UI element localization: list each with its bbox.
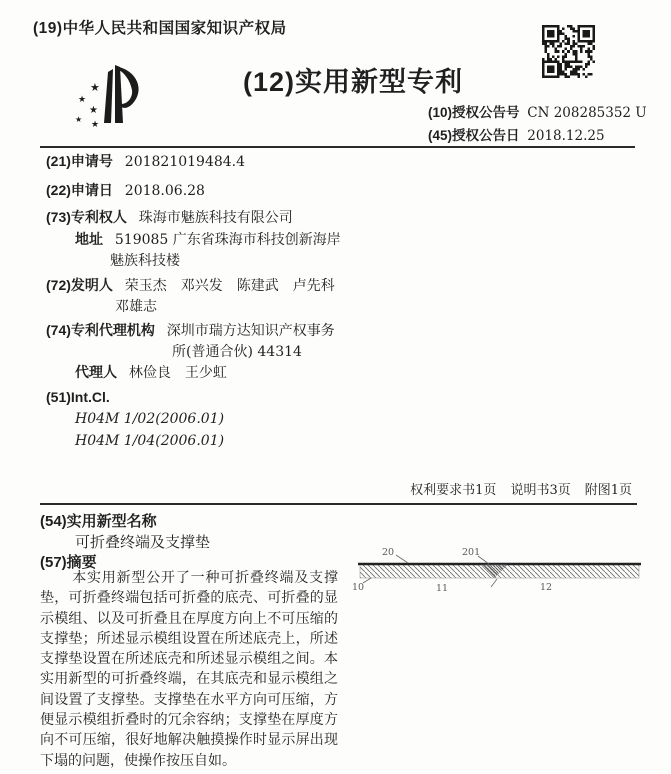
figure-label-201: 201 (462, 547, 481, 558)
address-value-line2: 魅族科技楼 (110, 253, 180, 269)
section-divider (40, 503, 637, 505)
agents-value: 林俭良 王少虹 (128, 365, 227, 381)
invention-title: 可折叠终端及支撑垫 (75, 533, 211, 551)
figure-label-12: 12 (540, 582, 553, 593)
application-number-label: (21)申请号 (46, 153, 113, 169)
application-date-row (46, 180, 205, 200)
application-number-row (46, 151, 245, 171)
claims-pages: 权利要求书1页 (410, 483, 497, 498)
agents-label: 代理人 (75, 364, 117, 380)
application-date-value: 2018.06.28 (124, 183, 205, 199)
pages-info (396, 479, 632, 498)
inventors-row (46, 275, 335, 295)
cnipa-logo-icon (74, 57, 158, 127)
abstract-text: 本实用新型公开了一种可折叠终端及支撑垫，可折叠终端包括可折叠的底壳、可折叠的显示模组、以及可折叠且在厚度方向上不可压缩的支撑垫；所述显示模组设置在所述底壳上，所述支撑垫设置在所述底壳和所述显示模组之间。本实用新型的可折叠终端，在其底壳和显示模组之间设置了支撑垫。支撑垫在水平方向可压缩，方便显示模组折叠时的冗余容纳；支撑垫在厚度方向不可压缩，很好地解决触摸操作时显示屏出现下塌的问题，使操作按压自如。 (40, 570, 338, 769)
figure-label-10: 10 (352, 582, 365, 593)
header-divider (40, 146, 635, 148)
pub-number-label: (10)授权公告号 (428, 105, 520, 120)
inventors-label: (72)发明人 (46, 277, 113, 293)
abstract-section-label: (57)摘要 (40, 554, 97, 571)
application-number-value: 201821019484.4 (124, 154, 246, 170)
address-label: 地址 (75, 231, 103, 247)
address-value: 519085 广东省珠海市科技创新海岸 (114, 232, 341, 248)
svg-text:★: ★ (90, 82, 100, 94)
inventors-value-line2: 邓雄志 (115, 299, 157, 315)
agency-value: 深圳市瑞方达知识产权事务 (166, 323, 335, 339)
address-row (75, 229, 341, 249)
ipc-code-1: H04M 1/02(2006.01) (75, 411, 225, 427)
figure-label-11: 11 (436, 583, 449, 594)
agency-label: (74)专利代理机构 (46, 322, 155, 338)
agents-row (75, 362, 227, 382)
figure-label-20: 20 (382, 547, 395, 558)
office-title: (19)中华人民共和国国家知识产权局 (33, 20, 287, 37)
agency-value-line2: 所(普通合伙) 44314 (172, 344, 302, 360)
inventors-value: 荣玉杰 邓兴发 陈建武 卢先科 (124, 278, 335, 294)
svg-text:★: ★ (91, 119, 100, 127)
patentee-row (46, 207, 293, 227)
agency-row (46, 320, 335, 340)
qr-code-icon (542, 25, 595, 78)
patentee-value: 珠海市魅族科技有限公司 (138, 210, 293, 226)
int-cl-row (46, 389, 110, 405)
ipc-code-2: H04M 1/04(2006.01) (75, 433, 225, 449)
doc-type-title: (12)实用新型专利 (243, 67, 464, 97)
pub-number-row (428, 101, 647, 121)
pub-date-label: (45)授权公告日 (428, 128, 520, 143)
int-cl-label: (51)Int.Cl. (46, 389, 110, 405)
pub-date-row (428, 124, 605, 144)
patentee-label: (73)专利权人 (46, 209, 127, 225)
abstract-figure (350, 542, 650, 608)
svg-text:★: ★ (78, 94, 87, 104)
pub-date-value: 2018.12.25 (527, 128, 605, 144)
application-date-label: (22)申请日 (46, 182, 113, 198)
pub-number-value: CN 208285352 U (527, 105, 647, 121)
svg-text:★: ★ (75, 115, 83, 124)
title-section-label: (54)实用新型名称 (40, 513, 157, 530)
figures-pages: 附图1页 (584, 483, 632, 498)
description-pages: 说明书3页 (510, 483, 571, 498)
svg-text:★: ★ (89, 105, 98, 116)
